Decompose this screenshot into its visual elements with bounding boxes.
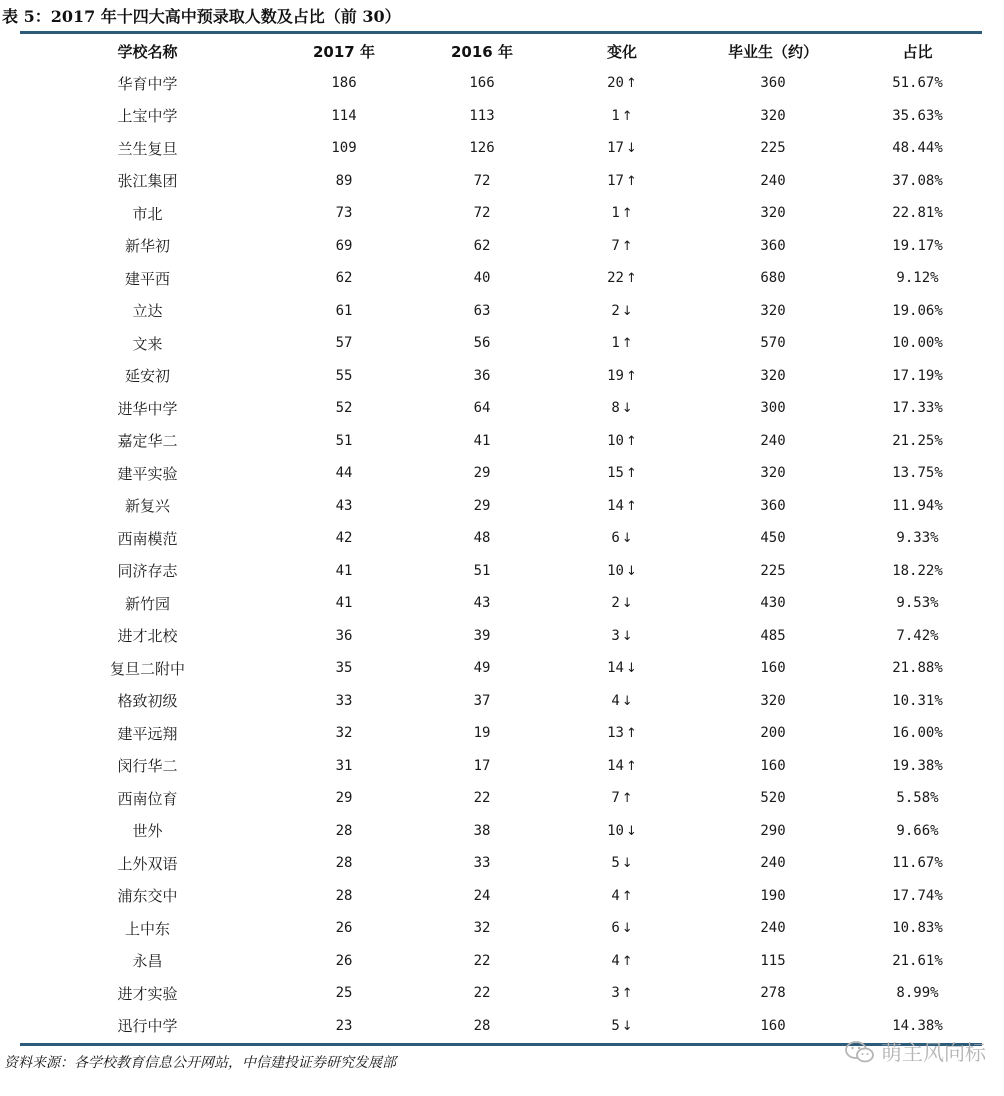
- count-2017-cell: 41: [335, 595, 353, 612]
- school-name-cell: 兰生复旦: [117, 139, 178, 158]
- graduates-cell: 320: [760, 367, 786, 384]
- graduates-cell: 450: [760, 530, 786, 547]
- graduates-cell: 360: [760, 237, 786, 254]
- count-2016-cell: 32: [473, 920, 491, 937]
- ratio-cell: 11.67%: [892, 855, 943, 872]
- ratio-cell: 9.33%: [896, 530, 939, 547]
- count-2017-cell: 69: [335, 237, 353, 254]
- count-2017-cell: 29: [335, 790, 353, 807]
- count-2016-cell: 63: [473, 302, 491, 319]
- graduates-cell: 160: [760, 757, 786, 774]
- count-2017-cell: 23: [335, 1017, 353, 1034]
- table-body: [20, 67, 982, 1042]
- table-row: [20, 652, 982, 685]
- count-2017-cell: 109: [331, 140, 357, 157]
- ratio-cell: 19.17%: [892, 237, 943, 254]
- school-name-cell: 同济存志: [117, 562, 178, 581]
- graduates-cell: 290: [760, 822, 786, 839]
- graduates-cell: 320: [760, 205, 786, 222]
- graduates-cell: 160: [760, 660, 786, 677]
- change-value: 6: [611, 920, 620, 937]
- change-cell: [551, 327, 693, 360]
- change-value: 5: [611, 1017, 620, 1034]
- change-cell: [551, 132, 693, 165]
- count-2017-cell: 36: [335, 627, 353, 644]
- graduates-cell: 225: [760, 562, 786, 579]
- change-value: 1: [611, 205, 620, 222]
- school-name-cell: 浦东交中: [117, 887, 178, 906]
- count-2017-cell: 52: [335, 400, 353, 417]
- school-name-cell: 新华初: [124, 237, 170, 256]
- school-name-cell: 闵行华二: [117, 757, 178, 776]
- graduates-cell: 200: [760, 725, 786, 742]
- school-name-cell: 市北: [132, 204, 163, 223]
- school-name-cell: 进华中学: [117, 399, 178, 418]
- ratio-cell: 10.00%: [892, 335, 943, 352]
- change-cell: [551, 100, 693, 133]
- change-cell: [551, 197, 693, 230]
- count-2017-cell: 186: [331, 75, 357, 92]
- table-row: [20, 392, 982, 425]
- school-name-cell: 新复兴: [124, 497, 170, 516]
- count-2017-cell: 114: [331, 107, 357, 124]
- change-cell: [551, 815, 693, 848]
- col-header-2016: 2016 年: [451, 42, 513, 61]
- change-value: 6: [611, 530, 620, 547]
- change-cell: [551, 685, 693, 718]
- count-2017-cell: 51: [335, 432, 353, 449]
- table-row: [20, 490, 982, 523]
- count-2016-cell: 56: [473, 335, 491, 352]
- ratio-cell: 17.19%: [892, 367, 943, 384]
- arrow-up-icon: ↑: [621, 888, 633, 904]
- arrow-down-icon: ↓: [625, 141, 637, 157]
- ratio-cell: 16.00%: [892, 725, 943, 742]
- school-name-cell: 华育中学: [117, 74, 178, 93]
- arrow-up-icon: ↑: [625, 173, 637, 189]
- graduates-cell: 520: [760, 790, 786, 807]
- change-cell: [551, 295, 693, 328]
- arrow-up-icon: ↑: [625, 466, 637, 482]
- table-row: [20, 717, 982, 750]
- table-row: [20, 230, 982, 263]
- change-cell: [551, 262, 693, 295]
- count-2016-cell: 28: [473, 1017, 491, 1034]
- ratio-cell: 35.63%: [892, 107, 943, 124]
- arrow-up-icon: ↑: [625, 498, 637, 514]
- arrow-down-icon: ↓: [621, 921, 633, 937]
- school-name-cell: 文来: [132, 334, 163, 353]
- graduates-cell: 360: [760, 75, 786, 92]
- change-value: 14: [607, 497, 624, 514]
- table-row: [20, 165, 982, 198]
- arrow-up-icon: ↑: [625, 368, 637, 384]
- arrow-down-icon: ↓: [621, 401, 633, 417]
- school-name-cell: 进才实验: [117, 984, 178, 1003]
- wechat-icon: [845, 1040, 875, 1064]
- table-row: [20, 555, 982, 588]
- change-cell: [551, 230, 693, 263]
- ratio-cell: 14.38%: [892, 1017, 943, 1034]
- school-name-cell: 格致初级: [117, 692, 178, 711]
- change-cell: [551, 360, 693, 393]
- arrow-down-icon: ↓: [621, 856, 633, 872]
- ratio-cell: 21.88%: [892, 660, 943, 677]
- arrow-down-icon: ↓: [621, 531, 633, 547]
- ratio-cell: 51.67%: [892, 75, 943, 92]
- table-row: [20, 912, 982, 945]
- count-2016-cell: 37: [473, 692, 491, 709]
- count-2017-cell: 41: [335, 562, 353, 579]
- change-cell: [551, 782, 693, 815]
- table-row: [20, 880, 982, 913]
- count-2016-cell: 43: [473, 595, 491, 612]
- count-2017-cell: 61: [335, 302, 353, 319]
- count-2016-cell: 22: [473, 952, 491, 969]
- arrow-up-icon: ↑: [625, 726, 637, 742]
- change-value: 2: [611, 595, 620, 612]
- change-value: 14: [607, 757, 624, 774]
- ratio-cell: 10.31%: [892, 692, 943, 709]
- arrow-up-icon: ↑: [621, 238, 633, 254]
- graduates-cell: 278: [760, 985, 786, 1002]
- ratio-cell: 11.94%: [892, 497, 943, 514]
- count-2016-cell: 22: [473, 790, 491, 807]
- table-row: [20, 977, 982, 1010]
- count-2017-cell: 55: [335, 367, 353, 384]
- table-row: [20, 685, 982, 718]
- graduates-cell: 115: [760, 952, 786, 969]
- ratio-cell: 13.75%: [892, 465, 943, 482]
- ratio-cell: 5.58%: [896, 790, 939, 807]
- school-name-cell: 立达: [132, 302, 163, 321]
- count-2017-cell: 26: [335, 952, 353, 969]
- graduates-cell: 485: [760, 627, 786, 644]
- ratio-cell: 10.83%: [892, 920, 943, 937]
- change-cell: [551, 652, 693, 685]
- change-cell: [551, 1010, 693, 1043]
- graduates-cell: 300: [760, 400, 786, 417]
- table-row: [20, 295, 982, 328]
- count-2016-cell: 24: [473, 887, 491, 904]
- count-2017-cell: 33: [335, 692, 353, 709]
- graduates-cell: 225: [760, 140, 786, 157]
- school-name-cell: 建平实验: [117, 464, 178, 483]
- table-row: [20, 587, 982, 620]
- arrow-up-icon: ↑: [621, 791, 633, 807]
- change-value: 3: [611, 627, 620, 644]
- change-value: 7: [611, 790, 620, 807]
- count-2017-cell: 42: [335, 530, 353, 547]
- ratio-cell: 9.66%: [896, 822, 939, 839]
- count-2016-cell: 38: [473, 822, 491, 839]
- change-value: 1: [611, 107, 620, 124]
- count-2017-cell: 43: [335, 497, 353, 514]
- change-cell: [551, 425, 693, 458]
- arrow-down-icon: ↓: [621, 693, 633, 709]
- change-value: 4: [611, 692, 620, 709]
- arrow-up-icon: ↑: [621, 953, 633, 969]
- school-name-cell: 张江集团: [117, 172, 178, 191]
- table-row: [20, 425, 982, 458]
- ratio-cell: 48.44%: [892, 140, 943, 157]
- change-cell: [551, 392, 693, 425]
- source-note: 资料来源：各学校教育信息公开网站，中信建投证券研究发展部: [4, 1055, 396, 1071]
- change-cell: [551, 587, 693, 620]
- graduates-cell: 360: [760, 497, 786, 514]
- ratio-cell: 18.22%: [892, 562, 943, 579]
- graduates-cell: 240: [760, 172, 786, 189]
- count-2016-cell: 72: [473, 172, 491, 189]
- school-name-cell: 迅行中学: [117, 1017, 178, 1036]
- table-row: [20, 132, 982, 165]
- change-value: 20: [607, 75, 624, 92]
- change-cell: [551, 522, 693, 555]
- table-row: [20, 360, 982, 393]
- count-2016-cell: 22: [473, 985, 491, 1002]
- change-value: 17: [607, 140, 624, 157]
- ratio-cell: 9.12%: [896, 270, 939, 287]
- table-title: 表 5：2017 年十四大高中预录取人数及占比（前 30）: [2, 7, 401, 26]
- change-cell: [551, 880, 693, 913]
- ratio-cell: 22.81%: [892, 205, 943, 222]
- change-cell: [551, 945, 693, 978]
- count-2017-cell: 44: [335, 465, 353, 482]
- change-cell: [551, 977, 693, 1010]
- change-value: 4: [611, 887, 620, 904]
- count-2016-cell: 48: [473, 530, 491, 547]
- graduates-cell: 160: [760, 1017, 786, 1034]
- count-2017-cell: 57: [335, 335, 353, 352]
- count-2017-cell: 31: [335, 757, 353, 774]
- change-cell: [551, 555, 693, 588]
- change-value: 8: [611, 400, 620, 417]
- ratio-cell: 21.61%: [892, 952, 943, 969]
- change-cell: [551, 847, 693, 880]
- watermark-text: 萌主风向标: [881, 1041, 986, 1065]
- top-rule: [20, 31, 982, 34]
- school-name-cell: 西南位育: [117, 789, 178, 808]
- graduates-cell: 240: [760, 432, 786, 449]
- table-row: [20, 197, 982, 230]
- change-value: 5: [611, 855, 620, 872]
- school-name-cell: 永昌: [132, 952, 163, 971]
- table-row: [20, 945, 982, 978]
- ratio-cell: 8.99%: [896, 985, 939, 1002]
- count-2016-cell: 166: [469, 75, 495, 92]
- count-2017-cell: 25: [335, 985, 353, 1002]
- ratio-cell: 9.53%: [896, 595, 939, 612]
- col-header-graduates: 毕业生（约）: [727, 42, 818, 61]
- count-2016-cell: 33: [473, 855, 491, 872]
- col-header-ratio: 占比: [902, 42, 933, 61]
- change-cell: [551, 457, 693, 490]
- arrow-up-icon: ↑: [625, 76, 637, 92]
- change-value: 10: [607, 822, 624, 839]
- school-name-cell: 建平远翔: [117, 724, 178, 743]
- change-value: 3: [611, 985, 620, 1002]
- ratio-cell: 17.74%: [892, 887, 943, 904]
- change-cell: [551, 717, 693, 750]
- school-name-cell: 世外: [132, 822, 163, 841]
- count-2017-cell: 28: [335, 822, 353, 839]
- arrow-down-icon: ↓: [625, 661, 637, 677]
- change-value: 10: [607, 562, 624, 579]
- table-row: [20, 815, 982, 848]
- change-value: 17: [607, 172, 624, 189]
- count-2016-cell: 72: [473, 205, 491, 222]
- arrow-up-icon: ↑: [621, 336, 633, 352]
- graduates-cell: 570: [760, 335, 786, 352]
- count-2016-cell: 19: [473, 725, 491, 742]
- count-2016-cell: 36: [473, 367, 491, 384]
- count-2016-cell: 29: [473, 497, 491, 514]
- arrow-down-icon: ↓: [621, 596, 633, 612]
- change-cell: [551, 620, 693, 653]
- count-2017-cell: 26: [335, 920, 353, 937]
- table-row: [20, 847, 982, 880]
- graduates-cell: 430: [760, 595, 786, 612]
- school-name-cell: 复旦二附中: [109, 659, 185, 678]
- col-header-change: 变化: [606, 42, 637, 61]
- change-value: 4: [611, 952, 620, 969]
- count-2016-cell: 17: [473, 757, 491, 774]
- count-2016-cell: 64: [473, 400, 491, 417]
- arrow-up-icon: ↑: [625, 433, 637, 449]
- change-value: 10: [607, 432, 624, 449]
- arrow-down-icon: ↓: [621, 1018, 633, 1034]
- graduates-cell: 680: [760, 270, 786, 287]
- arrow-up-icon: ↑: [621, 206, 633, 222]
- table-row: [20, 262, 982, 295]
- arrow-down-icon: ↓: [625, 823, 637, 839]
- arrow-down-icon: ↓: [625, 563, 637, 579]
- count-2016-cell: 29: [473, 465, 491, 482]
- count-2017-cell: 62: [335, 270, 353, 287]
- count-2017-cell: 28: [335, 887, 353, 904]
- school-name-cell: 新竹园: [124, 594, 170, 613]
- table-row: [20, 1010, 982, 1043]
- school-name-cell: 建平西: [124, 269, 170, 288]
- ratio-cell: 21.25%: [892, 432, 943, 449]
- graduates-cell: 320: [760, 302, 786, 319]
- change-value: 15: [607, 465, 624, 482]
- bottom-rule: [20, 1043, 982, 1046]
- arrow-up-icon: ↑: [625, 758, 637, 774]
- count-2017-cell: 32: [335, 725, 353, 742]
- change-cell: [551, 165, 693, 198]
- count-2016-cell: 39: [473, 627, 491, 644]
- count-2016-cell: 126: [469, 140, 495, 157]
- graduates-cell: 320: [760, 692, 786, 709]
- school-name-cell: 上中东: [124, 919, 170, 938]
- school-name-cell: 嘉定华二: [117, 432, 178, 451]
- table-row: [20, 620, 982, 653]
- col-header-school: 学校名称: [117, 42, 178, 61]
- col-header-2017: 2017 年: [313, 42, 375, 61]
- arrow-down-icon: ↓: [621, 628, 633, 644]
- ratio-cell: 7.42%: [896, 627, 939, 644]
- count-2017-cell: 89: [335, 172, 353, 189]
- arrow-down-icon: ↓: [621, 303, 633, 319]
- table-row: [20, 522, 982, 555]
- change-value: 14: [607, 660, 624, 677]
- change-value: 19: [607, 367, 624, 384]
- count-2016-cell: 49: [473, 660, 491, 677]
- table-row: [20, 750, 982, 783]
- table-row: [20, 782, 982, 815]
- table-row: [20, 327, 982, 360]
- graduates-cell: 240: [760, 920, 786, 937]
- change-cell: [551, 750, 693, 783]
- arrow-up-icon: ↑: [621, 108, 633, 124]
- change-value: 2: [611, 302, 620, 319]
- school-name-cell: 上宝中学: [117, 107, 178, 126]
- count-2017-cell: 35: [335, 660, 353, 677]
- count-2016-cell: 113: [469, 107, 495, 124]
- ratio-cell: 19.06%: [892, 302, 943, 319]
- arrow-up-icon: ↑: [625, 271, 637, 287]
- ratio-cell: 37.08%: [892, 172, 943, 189]
- school-name-cell: 延安初: [124, 367, 170, 386]
- ratio-cell: 19.38%: [892, 757, 943, 774]
- school-name-cell: 进才北校: [117, 627, 178, 646]
- change-value: 1: [611, 335, 620, 352]
- count-2016-cell: 62: [473, 237, 491, 254]
- table-row: [20, 457, 982, 490]
- school-name-cell: 上外双语: [117, 854, 178, 873]
- graduates-cell: 320: [760, 107, 786, 124]
- graduates-cell: 190: [760, 887, 786, 904]
- graduates-cell: 240: [760, 855, 786, 872]
- change-cell: [551, 912, 693, 945]
- arrow-up-icon: ↑: [621, 986, 633, 1002]
- table-row: [20, 100, 982, 133]
- watermark: [845, 1037, 986, 1067]
- change-value: 13: [607, 725, 624, 742]
- ratio-cell: 17.33%: [892, 400, 943, 417]
- change-value: 22: [607, 270, 624, 287]
- graduates-cell: 320: [760, 465, 786, 482]
- data-table: [20, 35, 982, 1042]
- count-2016-cell: 41: [473, 432, 491, 449]
- count-2017-cell: 28: [335, 855, 353, 872]
- school-name-cell: 西南模范: [117, 529, 178, 548]
- table-row: [20, 67, 982, 100]
- count-2016-cell: 40: [473, 270, 491, 287]
- change-cell: [551, 67, 693, 100]
- count-2016-cell: 51: [473, 562, 491, 579]
- count-2017-cell: 73: [335, 205, 353, 222]
- header-row: [20, 35, 982, 67]
- change-value: 7: [611, 237, 620, 254]
- change-cell: [551, 490, 693, 523]
